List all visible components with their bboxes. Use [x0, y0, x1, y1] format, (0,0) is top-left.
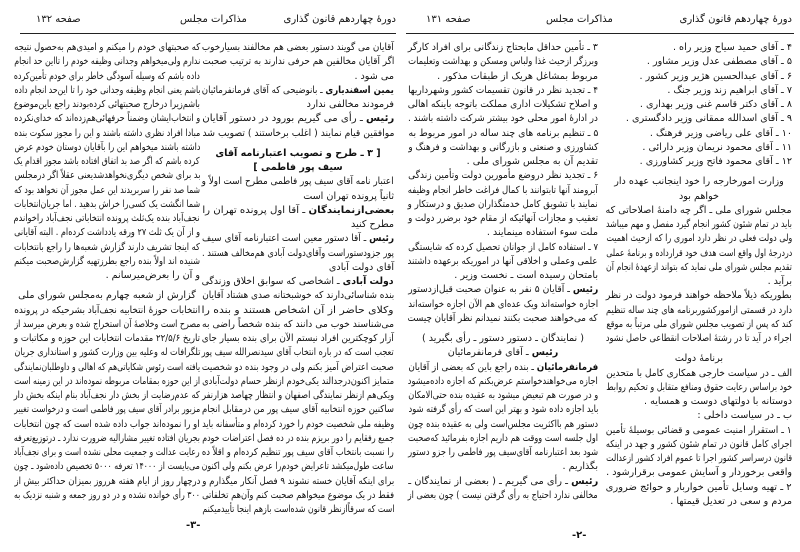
- text-line: و آن را بعرض‌میرسانم .: [105, 270, 200, 281]
- text-line: داده باشم که وسیله آسودگی خاطر برای خودم تأمین‌کرده: [14, 70, 200, 82]
- text-line: از این حوزه بمقامات مربوطه نموده‌اند در این زمینه است: [14, 375, 200, 387]
- session-label: دورهٔ چهاردهم قانون گذاری: [679, 14, 792, 25]
- text-line: باید اجازه داده شود و بهتر این است که رأی گرفته شود: [408, 404, 598, 416]
- text-line: اجرای کامل قانون در تمام شئون کشور و جهد در اینکه: [606, 438, 792, 450]
- text-line: شما صد نفر را سربریدند این عمل مجوز آن نخواهد بود که: [14, 184, 200, 196]
- text-line: ۶ ـ تجدید نظر دروضع مأمورین دولت وتأمین زندگی: [408, 170, 598, 182]
- speaker-name: بعضی‌ازنمایندگان: [308, 204, 394, 216]
- text-line: جمیع رفقایم را دور بریزم بنده در ده فصل اعتراضات خودم: [202, 432, 394, 444]
- text-line: قانون درسراسر کشور اجرا تا عموم افراد کشور ازعدالت: [606, 453, 792, 464]
- text-line: ۹ ـ آقای اسدالله ممقانی وزیر دادگستری .: [625, 113, 792, 125]
- text-line: مخالفی ندارد احتیاج به رأی گرفتن نیست ) چون بعضی از: [408, 489, 598, 501]
- session-label: دورهٔ چهاردهم قانون گذاری: [283, 14, 396, 25]
- text-line: می‌بایست از ۱۴۰۰۰ تعرفه ۵۰۰۰ تخصیص داده‌شود ـ چون: [14, 461, 200, 473]
- text-line: بجریان افتاده تغییر مشارالیه ضرورت ندارد ـ درتوزیع‌تعرفه: [14, 432, 200, 444]
- text-line: که اینجا تشریف دارند گزارش شعبه‌ها را راجع بانتخابات: [14, 241, 200, 253]
- text-line: علمی وعملی و اخلاقی آنها در اموریکه برعهده داشتند: [408, 255, 598, 267]
- text-line: رئیس ـ آقای فرمانفرمائیان: [447, 347, 559, 359]
- text-line: ۲ ـ تهیه وسایل تأمین خواربار و حوائج ضروری: [606, 481, 792, 493]
- text-line: الف ـ در سیاست خارجی همکاری کامل با متحدین: [606, 367, 792, 379]
- text-line: مبادا افراد نظری داشته باشند و این را مجوز سکوت بنده: [14, 127, 200, 139]
- header-title: مذاکرات مجلس: [546, 14, 613, 25]
- text-line: که عدم‌رضایت از بخش دار نجف‌آباد بنام اینکه بخش دار: [14, 390, 200, 401]
- text-line: را نسبت بانتخاب آقای سیف پور تنظیم کرده‌ام و اقلاً ده: [202, 447, 394, 458]
- text-line: رئیس ـ رأی می گیریم بورود در دستور آقایان: [202, 113, 394, 125]
- text-line: فقط در یک موضوع میخواهم صحبت کنم وآن‌هم تخلفاتی: [202, 489, 394, 501]
- text-line: دردرجهٔ اول واقع است هدف خود قرارداده و برنامهٔ عملی: [606, 247, 792, 259]
- text-line: ۴ ـ تجدید نظر در قانون تقسیمات کشور وشهرداریها: [408, 84, 598, 96]
- text-line: دولت آبادی ـ اشخاصی که سوابق اخلاق وزندگی: [202, 276, 394, 287]
- text-line: مصرح است وخلاصهٔ آن استخراج شده و بعرض میرسد از: [14, 318, 200, 330]
- speaker-name: رئیس: [572, 284, 598, 296]
- text-line: دوستانه با دولتهای دوست و همسایه .: [644, 396, 792, 407]
- header-title: مذاکرات مجلس: [180, 14, 247, 25]
- text-line: ۱ ـ استقرار امنیت عمومی و قضائی بوسیلهٔ تأمین: [606, 424, 792, 436]
- page-header: [10, 14, 396, 32]
- text-line: دستور هم بااکثریت مجلس‌است ولی به عقیده بنده چون: [408, 418, 598, 430]
- text-line: گزارش از شعبه چهارم به‌مجلس شورای ملی: [18, 290, 196, 302]
- text-line: تقدیم آن به مجلس شورای ملی .: [466, 156, 598, 167]
- text-line: برنامهٔ دولت: [674, 353, 724, 365]
- page-number: -۲-: [572, 530, 587, 541]
- text-line: ۱۱ ـ آقای محمود نریمان وزیر دارائی .: [642, 141, 792, 153]
- text-line: دارد در قسمتی ازامورکشوربرنامه های چند ساله تنظیم: [606, 304, 792, 316]
- text-line: صحبت اعتراض آمیز بکنم ولی در وجود بنده دو شخصیت: [202, 361, 394, 373]
- text-line: داشته باشند میخواهم این را بآقایان دوستان خودم عرض: [14, 141, 200, 153]
- text-line: خود براساس رعایت حقوق ومنافع متقابل و تحکیم روابط: [606, 381, 792, 393]
- text-line: وظیفه ملی شخصیت خودم را خورد کرده‌ام و متأسفانه باید: [202, 418, 394, 430]
- text-line: که می‌خواهند صحبت بکنند نمیدانم نظر آقایان چیست: [408, 312, 598, 324]
- text-line: نمایند با تشویق کامل خدمتگذاران صدیق و درستکار و: [408, 198, 598, 210]
- text-line: ۱۰ ـ آقای علی ریاضی وزیر فرهنگ .: [649, 127, 792, 139]
- speaker-name: رئیس: [369, 233, 394, 245]
- text-line: ساعت طول‌میکشد تاعرایض خودم‌را عرض بکنم ولی اکنون: [202, 461, 394, 473]
- text-line: رئیس ـ آقا دستور معین است اعتبارنامه آقای سیف: [202, 233, 394, 245]
- text-line: ویکی‌هم ازنظر نمایندگی اصفهان و انتظار چهاصد هزارنفر: [202, 390, 394, 401]
- text-line: رعایت عدالت و جمعیت محلی نشده است و برای نجف‌آباد: [14, 447, 200, 458]
- text-line: متمایز اکنون‌درجدالند یکی‌خودم ازنظر حسام دولت‌آبادی: [202, 375, 394, 387]
- page-number: -۳-: [186, 520, 201, 531]
- page-label: صفحه ۱۳۲: [36, 14, 81, 25]
- text-line: ۷ ـ استفاده کامل از جوانان تحصیل کرده که شایستگی: [408, 241, 598, 253]
- text-line: که صحبتهای خودم را میکنم و امیدی‌هم به‌حصول نتیجه: [14, 42, 200, 53]
- text-line: و اصلاح تشکیلات اداری مملکت باتوجه باینکه اهالی: [408, 99, 598, 110]
- text-line: نجف‌آباد بنده یک‌ثلث پرونده انتخاباتی نجف‌آباد راخواندم: [14, 213, 200, 224]
- right-column: [202, 41, 394, 517]
- text-line: باید در تمام شئون کشور انجام گیرد مفصل و مهم میباشد: [606, 219, 792, 230]
- text-line: شود بعد اعتبارنامه آقای‌سیف پور فاطمی را جزو دستور: [408, 447, 598, 458]
- text-line: است که سرقاًازنظر قانون شده‌است بازهم اینجا تأییدمیکنم: [202, 504, 394, 515]
- text-line: ۳ ـ تأمین حداقل مایحتاج زندگانی برای افراد کارگر: [408, 42, 598, 53]
- text-line: باشم‌زیرا درخارج صحبتهائی کرده‌بودند راجع باین‌موضوع: [14, 99, 200, 110]
- text-line: آزار کوچکترین افراد نیستم الآن برای بنده بسیار جای: [202, 333, 394, 344]
- text-line: باشم یعنی انجام وظیفه وجدانی خود را تا این‌حد انجام داده: [14, 84, 200, 96]
- header-rule: [20, 33, 396, 34]
- text-line: او را نموده‌اند جواب داده شده است که چون انتخابات: [14, 418, 200, 430]
- left-column: [408, 41, 598, 503]
- right-column: [606, 41, 792, 509]
- text-line: یافته است رئوس شکایاتی‌هم که اهالی و داوطلبان‌نمایندگی: [14, 361, 200, 373]
- text-line: ۵ ـ تنظیم برنامه های چند ساله در امور مربوط به: [408, 127, 598, 139]
- speaker-name: فرمانفرمائیان: [536, 361, 598, 373]
- text-line: کرده باشم که اگر صد بد اتفاق افتاده باشد مجوز اقدام یک: [14, 156, 200, 167]
- text-line: بد برای شخص دیگری‌نخواهدشد‌یعنی عقلاً اگر درمجلس: [14, 170, 200, 182]
- text-line: رئیس ـ رأی می گیریم ـ ( بعضی از نمایندگان ـ: [408, 475, 598, 487]
- text-line: اول جلسه است ووقت هم داریم اجازه بفرمائید که‌صحبت: [408, 432, 598, 444]
- text-line: تقدیم مجلس شورای ملی نماید که بتواند ازعهدهٔ انجام آن: [606, 261, 792, 273]
- text-line: خواهم بود: [679, 190, 719, 202]
- text-line: ولی دولت فعلی در نظر دارد اموری را که ازحیث اهمیت: [606, 233, 792, 245]
- text-line: ۵ ـ آقای مصطفی عدل وزیر مشاور .: [646, 56, 792, 68]
- text-line: بعضی‌ازنمایندگان ـ آقا اول پرونده تهران را: [202, 204, 394, 216]
- text-line: درچهار روز از ایام هفته هرروز بمیزان حداکثر بیش از: [14, 475, 200, 487]
- text-line: وبرزگر ازحیث غذا ولباس ومسکن و بهداشت وتعلیمات: [408, 56, 598, 68]
- page-header: [406, 14, 792, 32]
- speaker-name: رئیس: [570, 475, 598, 487]
- text-line: برای اینکه آقایان خسته نشوند ۹ فصل آنکار میگذارم و: [202, 475, 394, 487]
- text-line: وکلای حاضر از آن اشخاص هستند و بنده را: [201, 304, 394, 316]
- text-line: بامتحان رسیده است ـ نخست وزیر .: [454, 270, 598, 281]
- text-line: موافقین قیام نمایند ( اغلب برخاستند ) تصویب شد: [202, 127, 394, 139]
- text-line: کند که پس از تصویب مجلس شورای ملی مرتباً به موقع: [606, 318, 792, 330]
- speaker-name: یمین اسفندیاری: [325, 84, 394, 96]
- text-line: اعتبار نامه آقای سیف پور فاطمی مطرح است اولاً و: [202, 176, 394, 188]
- text-line: مزبور برادر آقای سیف پور فاطمی است و درخواست تغییر: [14, 404, 200, 416]
- text-line: مجلس شورای ملی ـ اگر چه دامنهٔ اصلاحاتی که: [606, 204, 792, 216]
- text-line: اگر آقایان مخالفین هم حرفی ندارند به ترتیب صحبت: [202, 56, 394, 68]
- text-line: بنده شناسائی‌دارند که خوشبختانه صدی هشتاد آقایان: [202, 290, 394, 302]
- text-line: واقعی برخوردار و آسایش عمومی برقرارشود .: [606, 467, 792, 479]
- text-line: بگذاریم .: [562, 461, 598, 473]
- text-line: پور جزودستوراست وآقای‌دولت آبادی هم‌مخالف هستند .: [202, 247, 394, 259]
- header-rule: [406, 33, 794, 34]
- text-line: ۱۲ ـ آقای محمود فاتح وزیر کشاورزی .: [639, 156, 792, 167]
- text-line: شنیده اند اولاً بنده راجع بطرزتهیه گزارش‌صحبت میکنم: [14, 255, 200, 267]
- text-line: و انتخاب‌ایشان وضمناً حرفهائی‌هم‌زده‌اند که خدای‌نکرده: [14, 113, 200, 125]
- text-line: بطوریکه ذیلاً ملاحظه خواهند فرمود دولت در نظر: [606, 290, 792, 302]
- text-line: انتخابات حوزهٔ انتخابیه نجف‌آباد بشرحیکه در پرونده: [14, 304, 200, 316]
- text-line: می‌شناسند خوب می دانند که بنده شخصاً راضی به: [202, 318, 394, 330]
- speaker-name: رئیس: [531, 347, 559, 359]
- text-line: ۷ ـ آقای ابراهیم زند وزیر جنگ .: [667, 84, 792, 96]
- text-line: ۸ ـ آقای دکتر قاسم غنی وزیر بهداری .: [639, 99, 792, 110]
- text-line: ۳۰۰ رأی خوانده نشده و در دو روز جمعه و شنبه نزدیک به: [14, 489, 200, 501]
- text-line: ندارم ولی‌میخواهم وجدانی وظیفه خودم را تااین حد انجام: [14, 56, 200, 68]
- text-line: تاریخ ۲۲/۵/۶ مقدمات انتخابات این حوزه و مکاتبات و: [14, 333, 200, 344]
- text-line: رئیس ـ آقایان ۵ نفر به عنوان صحبت قبل‌ازدستور: [408, 284, 598, 296]
- text-line: برآید .: [767, 276, 792, 287]
- text-line: اجازه خواسته‌اند ویک عده‌ای هم الآن اجازه خواسته‌اند: [408, 298, 598, 310]
- text-line: ۴ ـ آقای حمید سیاح وزیر راه .: [672, 42, 792, 53]
- section-heading: [ ۳ ـ طرح و تصویب اعتبارنامه آقای: [215, 147, 381, 159]
- text-line: تعقیب و مجازات آنهائیکه از مقام خود برضرر دولت و: [408, 213, 598, 224]
- text-line: ثانیاً پرونده تهران است: [303, 190, 394, 202]
- text-line: تلگرافات له وعلیه بین وزارت کشور و استانداری جریان: [14, 347, 200, 359]
- text-line: تعجب است که در باره انتخاب آقای سیدنصرالله سیف پور: [202, 347, 394, 359]
- text-line: در ادارهٔ امور محلی خود بیشتر شرکت داشته باشند .: [408, 113, 598, 125]
- text-line: آقایان می گویند دستور بعضی هم مخالفند بسیارخوب: [202, 42, 394, 53]
- text-line: ۶ ـ آقای عبدالحسین هژیر وزیر کشور .: [639, 70, 792, 82]
- text-line: مطرح کنید: [351, 219, 394, 230]
- text-line: می شود .: [354, 70, 394, 82]
- text-line: ( نمایندگان ـ دستور دستور ـ رأی بگیرید ): [421, 333, 585, 344]
- text-line: اجراء در آید تا در رشتهٔ اصلاحات انقطاعی حاصل نشود: [606, 333, 792, 344]
- text-line: فرمودند مخالفی ندارد: [306, 99, 394, 110]
- page-label: صفحه ۱۳۱: [426, 14, 471, 25]
- text-line: و از آن یک ثلث ۲۷ ورقه یادداشت کرده‌ام . البته آقایانی: [14, 227, 200, 239]
- text-line: کشاورزی و صنعتی و بازرگانی و بهداشت و فرهنگ و: [408, 141, 598, 153]
- text-line: فرمانفرمائیان ـ بنده راجع باین که بعضی از آقایان: [408, 361, 598, 373]
- text-line: مربوط بمشاغل هریک از طبقات مذکور .: [437, 70, 598, 82]
- speaker-name: دولت آبادی: [343, 276, 394, 287]
- text-line: یمین اسفندیاری ـ بانوضیحی که آقای فرمانفرمائیان: [202, 84, 394, 96]
- left-column: [14, 41, 200, 503]
- text-line: آبرومند آنها تابتوانند با کمال فراغت خاطر انجام وظیفه: [408, 184, 598, 196]
- speaker-name: رئیس: [365, 113, 394, 125]
- text-line: وزارت امورخارجه را خود اینجانب عهده دار: [614, 176, 784, 188]
- text-line: ساکنین حوزه انتخابیه آقای سیف پور من درمقابل انجام: [202, 404, 394, 416]
- text-line: و در صورت هم تبعیض میشود به عقیده بنده حتی‌الامکان: [408, 390, 598, 401]
- text-line: ملت سوء استفاده مینمایند .: [486, 227, 598, 239]
- text-line: مردم و سعی در تعدیل قیمتها .: [670, 495, 792, 507]
- text-line: اجازه می‌خواهندخواستم عرض‌بکنم که اجازه داده‌میشود: [408, 375, 598, 387]
- text-line: ب ـ در سیاست داخلی :: [697, 410, 792, 422]
- section-heading: سیف پور فاطمی ]: [253, 162, 343, 173]
- text-line: شما انگشت یک کسی‌را خراش بدهید . اما جریان‌انتخابات: [14, 198, 200, 210]
- text-line: آقای دولت آبادی: [328, 261, 394, 273]
